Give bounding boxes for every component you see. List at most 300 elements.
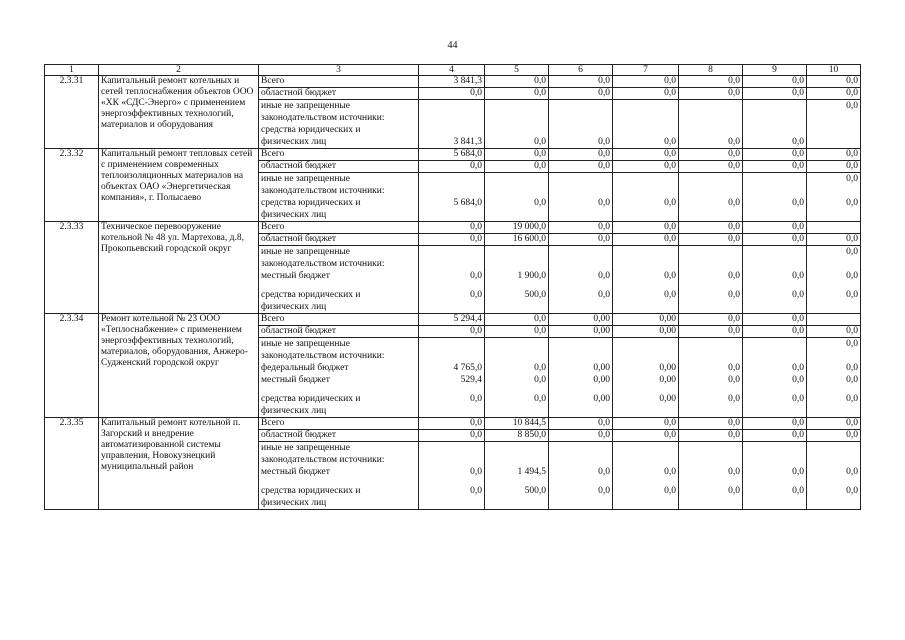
other-source-line [261, 282, 416, 289]
other-source-value: 0,0 [470, 486, 482, 496]
row-total-label: Всего [259, 149, 419, 161]
other-source-value: 0,0 [846, 339, 858, 349]
other-source-value: 0,0 [470, 467, 482, 477]
row-id: 2.3.34 [45, 314, 99, 418]
other-source-value: 0,0 [846, 247, 858, 257]
other-source-value [809, 112, 858, 124]
other-source-spacer [809, 350, 858, 362]
row-total-value: 0,0 [807, 149, 861, 161]
row-total-value: 0,0 [419, 418, 485, 430]
other-source-value [681, 100, 740, 112]
other-source-line: местный бюджет [261, 467, 330, 477]
other-source-spacer [551, 478, 610, 485]
row-regional-value: 0,0 [419, 88, 485, 100]
row-other-values [485, 338, 549, 418]
other-source-spacer [487, 454, 546, 466]
other-source-value [487, 338, 546, 350]
other-source-value: 0,0 [792, 137, 804, 147]
row-other-values [485, 173, 549, 222]
other-source-value: 0,0 [728, 375, 740, 385]
row-total-value: 0,0 [549, 149, 613, 161]
other-source-spacer [745, 405, 804, 417]
row-description: Ремонт котельной № 23 ООО «Теплоснабжение» с применением энергоэффективных технологий, материалов, оборудования, Анжеро-Судженский городской округ [99, 314, 259, 418]
column-header: 8 [679, 65, 743, 76]
other-source-spacer [551, 258, 610, 270]
row-total-value: 0,0 [743, 418, 807, 430]
other-source-spacer [551, 185, 610, 197]
other-source-value: 0,0 [728, 363, 740, 373]
other-source-value: 0,00 [593, 363, 610, 373]
row-total-value: 0,0 [743, 149, 807, 161]
row-total-value: 0,0 [743, 76, 807, 88]
other-source-spacer [809, 185, 858, 197]
other-source-spacer [487, 301, 546, 313]
other-source-value [421, 173, 482, 185]
row-other-values [549, 442, 613, 510]
row-regional-value: 0,0 [549, 88, 613, 100]
row-regional-value: 0,0 [743, 161, 807, 173]
row-regional-label: областной бюджет [259, 430, 419, 442]
other-source-value [745, 100, 804, 112]
row-regional-value: 0,0 [419, 326, 485, 338]
column-header: 5 [485, 65, 549, 76]
other-source-spacer [615, 405, 676, 417]
other-source-spacer [681, 442, 740, 454]
other-source-value [615, 112, 676, 124]
row-other-values [679, 338, 743, 418]
row-total-value: 10 844,5 [485, 418, 549, 430]
row-other-label [259, 246, 419, 314]
other-source-value: 0,0 [728, 198, 740, 208]
row-regional-value: 0,0 [807, 326, 861, 338]
other-source-value [421, 112, 482, 124]
other-source-spacer [745, 478, 804, 485]
other-source-value: 0,0 [534, 137, 546, 147]
other-source-line: законодательством источники: [261, 455, 385, 465]
row-regional-value: 0,00 [549, 326, 613, 338]
other-source-value: 0,0 [534, 363, 546, 373]
other-source-spacer [809, 478, 858, 485]
other-source-line: физических лиц [261, 406, 327, 416]
row-description: Капитальный ремонт котельной п. Загорский и внедрение автоматизированной системы управления, Новокузнецкий муниципальный район [99, 418, 259, 510]
row-regional-value: 0,0 [743, 88, 807, 100]
column-header: 4 [419, 65, 485, 76]
other-source-spacer [487, 258, 546, 270]
column-header: 10 [807, 65, 861, 76]
other-source-line: иные не запрещенные [261, 339, 351, 349]
other-source-value: 0,00 [659, 375, 676, 385]
row-id: 2.3.33 [45, 222, 99, 314]
row-total [45, 222, 861, 234]
other-source-line: федеральный бюджет [261, 363, 349, 373]
row-regional-value: 0,0 [743, 234, 807, 246]
row-other-values [485, 100, 549, 149]
other-source-spacer [809, 258, 858, 270]
row-regional-label: областной бюджет [259, 234, 419, 246]
other-source-value: 0,0 [728, 290, 740, 300]
other-source-spacer [487, 350, 546, 362]
other-source-spacer [745, 350, 804, 362]
other-source-spacer [421, 442, 482, 454]
other-source-value: 0,0 [728, 271, 740, 281]
other-source-spacer [487, 386, 546, 393]
row-other-label [259, 442, 419, 510]
other-source-line: средства юридических и [261, 486, 361, 496]
row-regional-label: областной бюджет [259, 88, 419, 100]
other-source-line: средства юридических и [261, 290, 361, 300]
row-other-values [679, 100, 743, 149]
row-other-values [419, 338, 485, 418]
other-source-value: 0,0 [664, 198, 676, 208]
row-other-values [485, 442, 549, 510]
row-total-value: 0,0 [613, 222, 679, 234]
other-source-value: 0,0 [728, 467, 740, 477]
other-source-spacer [421, 454, 482, 466]
row-total-value: 5 684,0 [419, 149, 485, 161]
other-source-value: 0,0 [792, 271, 804, 281]
row-other-values [485, 246, 549, 314]
other-source-spacer [487, 478, 546, 485]
row-other-values [419, 442, 485, 510]
row-regional-value: 0,0 [549, 161, 613, 173]
column-header: 6 [549, 65, 613, 76]
other-source-value [745, 338, 804, 350]
row-total-value: 0,00 [549, 314, 613, 326]
other-source-value: 0,0 [664, 290, 676, 300]
column-header: 2 [99, 65, 259, 76]
other-source-value: 0,0 [792, 486, 804, 496]
row-total-value: 0,0 [807, 418, 861, 430]
row-regional-value: 0,0 [613, 88, 679, 100]
other-source-spacer [681, 386, 740, 393]
row-total-label: Всего [259, 314, 419, 326]
other-source-value: 0,0 [598, 198, 610, 208]
other-source-line: физических лиц [261, 302, 327, 312]
row-total [45, 418, 861, 430]
other-source-value [745, 112, 804, 124]
other-source-spacer [615, 442, 676, 454]
row-total-value [807, 222, 861, 234]
other-source-spacer [551, 350, 610, 362]
row-regional-value: 16 600,0 [485, 234, 549, 246]
other-source-spacer [551, 497, 610, 509]
other-source-value: 0,0 [598, 290, 610, 300]
row-regional-label: областной бюджет [259, 161, 419, 173]
row-regional-value: 0,0 [807, 161, 861, 173]
other-source-spacer [487, 209, 546, 221]
other-source-value [487, 246, 546, 258]
other-source-value: 4 765,0 [453, 363, 482, 373]
other-source-spacer [809, 405, 858, 417]
other-source-value: 0,00 [659, 394, 676, 404]
other-source-value: 0,0 [846, 290, 858, 300]
other-source-value: 0,0 [792, 467, 804, 477]
row-other-values [549, 246, 613, 314]
row-other-values [743, 442, 807, 510]
row-other-label [259, 100, 419, 149]
row-regional-value: 0,0 [549, 430, 613, 442]
other-source-spacer [745, 454, 804, 466]
other-source-spacer [615, 185, 676, 197]
row-regional-value: 0,0 [485, 326, 549, 338]
other-source-value [681, 112, 740, 124]
row-other-values [679, 173, 743, 222]
other-source-value: 0,0 [792, 290, 804, 300]
other-source-value: 0,0 [846, 394, 858, 404]
other-source-value: 0,00 [593, 375, 610, 385]
row-total-value: 0,00 [613, 314, 679, 326]
other-source-line: местный бюджет [261, 271, 330, 281]
other-source-spacer [745, 282, 804, 289]
other-source-spacer [487, 405, 546, 417]
other-source-value: 0,0 [470, 394, 482, 404]
other-source-value: 3 841,3 [453, 137, 482, 147]
row-total-value: 0,0 [549, 76, 613, 88]
row-total-value: 0,0 [485, 149, 549, 161]
other-source-spacer [615, 209, 676, 221]
other-source-spacer [615, 386, 676, 393]
other-source-spacer [681, 258, 740, 270]
other-source-spacer [421, 258, 482, 270]
other-source-value: 0,0 [728, 486, 740, 496]
other-source-value: 0,0 [598, 486, 610, 496]
row-total-value: 0,0 [679, 418, 743, 430]
other-source-spacer [615, 350, 676, 362]
other-source-spacer [681, 497, 740, 509]
other-source-spacer [615, 282, 676, 289]
other-source-line: местный бюджет [261, 375, 330, 385]
other-source-spacer [421, 497, 482, 509]
row-regional-value: 0,0 [679, 326, 743, 338]
row-other-values [807, 246, 861, 314]
other-source-spacer [615, 301, 676, 313]
row-total-value: 0,0 [485, 314, 549, 326]
other-source-value: 0,00 [659, 363, 676, 373]
row-id: 2.3.35 [45, 418, 99, 510]
row-other-values [613, 173, 679, 222]
page-number: 44 [447, 40, 458, 51]
row-total-value: 19 000,0 [485, 222, 549, 234]
other-source-spacer [421, 282, 482, 289]
row-regional-value: 0,0 [679, 430, 743, 442]
other-source-value: 0,0 [534, 198, 546, 208]
other-source-spacer [809, 442, 858, 454]
other-source-line: иные не запрещенные [261, 174, 351, 184]
other-source-spacer [487, 442, 546, 454]
other-source-value: 0,0 [846, 174, 858, 184]
row-regional-label: областной бюджет [259, 326, 419, 338]
other-source-spacer [745, 497, 804, 509]
row-other-label [259, 173, 419, 222]
other-source-value [551, 338, 610, 350]
row-total-value: 0,0 [613, 418, 679, 430]
other-source-spacer [681, 454, 740, 466]
other-source-line: средства юридических и [261, 198, 361, 208]
other-source-value: 529,4 [460, 375, 482, 385]
row-regional-value: 0,0 [743, 326, 807, 338]
other-source-value: 0,0 [846, 198, 858, 208]
column-header-row [45, 65, 861, 76]
row-regional-value: 0,00 [613, 326, 679, 338]
other-source-value [809, 136, 858, 148]
other-source-value: 0,0 [598, 467, 610, 477]
other-source-spacer [745, 209, 804, 221]
other-source-value: 0,0 [598, 271, 610, 281]
row-other-values [419, 173, 485, 222]
row-other-values [419, 100, 485, 149]
row-total-value: 0,0 [613, 76, 679, 88]
other-source-spacer [421, 209, 482, 221]
row-other-values [613, 100, 679, 149]
row-regional-value: 0,0 [679, 161, 743, 173]
row-other-values [679, 246, 743, 314]
row-description: Капитальный ремонт котельных и сетей теплоснабжения объектов ООО «ХК «СДС-Энерго» с применением энергоэффективных технологий, материалов и оборудования [99, 76, 259, 149]
other-source-spacer [615, 497, 676, 509]
other-source-value: 0,0 [470, 290, 482, 300]
other-source-value [615, 100, 676, 112]
other-source-value [421, 246, 482, 258]
other-source-spacer [421, 301, 482, 313]
other-source-line [261, 478, 416, 485]
other-source-line: законодательством источники: [261, 186, 385, 196]
other-source-value: 0,0 [846, 363, 858, 373]
other-source-spacer [551, 442, 610, 454]
other-source-line: законодательством источники: [261, 113, 385, 123]
other-source-value: 0,0 [846, 467, 858, 477]
row-regional-value: 0,0 [419, 430, 485, 442]
other-source-spacer [421, 124, 482, 136]
other-source-spacer [809, 454, 858, 466]
other-source-spacer [809, 386, 858, 393]
other-source-line: средства юридических и [261, 394, 361, 404]
other-source-spacer [421, 386, 482, 393]
row-regional-value: 0,0 [679, 88, 743, 100]
other-source-spacer [615, 478, 676, 485]
other-source-spacer [809, 124, 858, 136]
row-id: 2.3.31 [45, 76, 99, 149]
other-source-line: иные не запрещенные [261, 443, 351, 453]
row-other-values [807, 100, 861, 149]
other-source-value: 0,0 [598, 137, 610, 147]
other-source-value: 1 900,0 [517, 271, 546, 281]
other-source-spacer [421, 405, 482, 417]
other-source-value [681, 173, 740, 185]
row-other-values [419, 246, 485, 314]
other-source-value [615, 173, 676, 185]
other-source-value: 0,0 [664, 271, 676, 281]
row-regional-value: 0,0 [419, 161, 485, 173]
row-other-values [743, 338, 807, 418]
row-regional-value: 0,0 [807, 88, 861, 100]
row-other-values [549, 173, 613, 222]
other-source-line: физических лиц [261, 210, 327, 220]
other-source-value: 0,0 [792, 394, 804, 404]
row-regional-value: 0,0 [549, 234, 613, 246]
other-source-spacer [809, 209, 858, 221]
column-header: 1 [45, 65, 99, 76]
other-source-value: 0,0 [534, 375, 546, 385]
other-source-value: 0,0 [728, 394, 740, 404]
row-id: 2.3.32 [45, 149, 99, 222]
other-source-value: 0,0 [728, 137, 740, 147]
row-total-value: 0,0 [679, 76, 743, 88]
row-other-values [679, 442, 743, 510]
other-source-spacer [745, 124, 804, 136]
row-other-values [613, 246, 679, 314]
row-total [45, 149, 861, 161]
other-source-value [615, 246, 676, 258]
other-source-value: 0,0 [470, 271, 482, 281]
row-other-values [613, 338, 679, 418]
row-regional-value: 0,0 [485, 161, 549, 173]
other-source-value [551, 173, 610, 185]
other-source-value: 0,0 [792, 363, 804, 373]
other-source-value: 1 494,5 [517, 467, 546, 477]
other-source-spacer [551, 282, 610, 289]
other-source-spacer [809, 282, 858, 289]
row-description: Техническое перевооружение котельной № 48 ул. Мартехова, д.8, Прокопьевский городской округ [99, 222, 259, 314]
row-other-values [743, 246, 807, 314]
row-total [45, 76, 861, 88]
column-header: 3 [259, 65, 419, 76]
other-source-line [261, 386, 416, 393]
other-source-spacer [487, 185, 546, 197]
row-regional-value: 0,0 [613, 430, 679, 442]
budget-table [44, 64, 861, 510]
other-source-spacer [551, 405, 610, 417]
other-source-value [487, 112, 546, 124]
other-source-spacer [681, 405, 740, 417]
row-regional-value: 0,0 [743, 430, 807, 442]
other-source-spacer [421, 350, 482, 362]
other-source-value [421, 338, 482, 350]
other-source-spacer [421, 478, 482, 485]
other-source-spacer [487, 124, 546, 136]
other-source-spacer [745, 258, 804, 270]
other-source-line: физических лиц [261, 137, 327, 147]
other-source-value: 0,00 [593, 394, 610, 404]
row-total-value: 3 841,3 [419, 76, 485, 88]
other-source-spacer [681, 282, 740, 289]
row-other-values [807, 173, 861, 222]
other-source-line: иные не запрещенные [261, 247, 351, 257]
other-source-spacer [809, 301, 858, 313]
row-total [45, 314, 861, 326]
row-total-label: Всего [259, 418, 419, 430]
row-total-value [807, 314, 861, 326]
column-header: 7 [613, 65, 679, 76]
other-source-spacer [487, 282, 546, 289]
other-source-spacer [745, 301, 804, 313]
other-source-spacer [745, 386, 804, 393]
other-source-spacer [551, 209, 610, 221]
other-source-value: 0,0 [792, 198, 804, 208]
row-other-values [549, 338, 613, 418]
other-source-spacer [809, 497, 858, 509]
other-source-value [551, 100, 610, 112]
row-other-values [743, 100, 807, 149]
other-source-value [615, 338, 676, 350]
row-total-value: 5 294,4 [419, 314, 485, 326]
row-total-value: 0,0 [549, 222, 613, 234]
row-total-label: Всего [259, 222, 419, 234]
row-regional-value: 0,0 [613, 234, 679, 246]
other-source-spacer [551, 386, 610, 393]
other-source-value [745, 173, 804, 185]
row-regional-value: 0,0 [485, 88, 549, 100]
other-source-spacer [487, 497, 546, 509]
row-total-value: 0,0 [549, 418, 613, 430]
